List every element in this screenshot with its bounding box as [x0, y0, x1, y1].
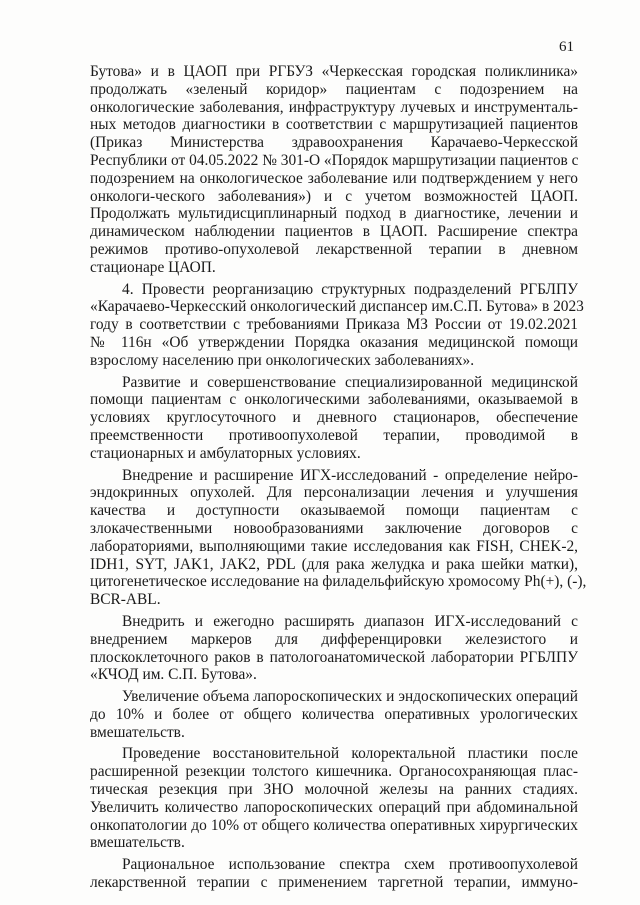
paragraph — [90, 280, 584, 370]
text-line: внедрением маркеров для дифференцировки железистого и — [90, 630, 578, 648]
text-line: стационаре ЦАОП. — [90, 258, 216, 276]
text-line: Бутова» и в ЦАОП при РГБУЗ «Черкесская городская поликлиника» — [90, 63, 578, 80]
text-line: качества и доступности оказываемой помощи пациентам с — [90, 502, 578, 520]
text-line: плоскоклеточного раков в патологоанатомической лаборатории РГБЛПУ — [90, 648, 578, 666]
text-line: стационарных и амбулаторных условиях. — [90, 444, 361, 462]
text-line: Республики от 04.05.2022 № 301-О «Порядок маршрутизации пациентов с — [90, 151, 579, 169]
text-line: Продолжать мультидисциплинарный подход в диагностике, лечении и — [90, 205, 578, 223]
text-line: динамическом наблюдении пациентов в ЦАОП. Расширение спектра — [90, 223, 578, 241]
text-line: (Приказ Министерства здравоохранения Карачаево-Черкесской — [90, 134, 578, 152]
text-line: Рациональное использование спектра схем противоопухолевой — [122, 856, 578, 874]
text-line: злокачественными новообразованиями заключение договоров с — [90, 519, 578, 537]
text-line: IDH1, SYT, JAK1, JAK2, PDL (для рака желудка и рака шейки матки), — [90, 555, 578, 573]
text-line: «Карачаево-Черкесский онкологический диспансер им.С.П. Бутова» в 2023 — [90, 298, 584, 316]
text-line: Внедрение и расширение ИГХ-исследований - определение нейро- — [122, 466, 578, 484]
text-line: ных методов диагностики в соответствии с маршрутизацией пациентов — [90, 116, 578, 134]
text-line: онкопатологии до 10% от общего количества оперативных хирургических — [90, 816, 578, 834]
document-body — [90, 63, 587, 896]
text-line: расширенной резекции толстого кишечника. Органосохраняющая плас- — [90, 763, 578, 781]
text-line: продолжать «зеленый коридор» пациентам с подозрением на — [90, 80, 578, 98]
paragraph — [90, 856, 578, 892]
paragraph — [90, 466, 587, 609]
text-line: тическая резекция при ЗНО молочной железы на ранних стадиях. — [90, 781, 578, 799]
text-line: до 10% и более от общего количества оперативных урологических — [90, 705, 578, 723]
text-line: режимов противо-опухолевой лекарственной терапии в дневном — [90, 240, 578, 258]
text-line: 4. Провести реорганизацию структурных подразделений РГБЛПУ — [122, 280, 578, 298]
paragraph — [90, 745, 578, 852]
text-line: вмешательств. — [90, 834, 185, 852]
text-line: онкологические заболевания, инфраструктуру лучевых и инструменталь- — [90, 98, 578, 116]
paragraph — [90, 374, 578, 463]
paragraph — [90, 613, 578, 684]
text-line: № 116н «Об утверждении Порядка оказания медицинской помощи — [90, 333, 578, 351]
text-line: преемственности противоопухолевой терапии, проводимой в — [90, 426, 578, 444]
paragraph — [90, 63, 578, 277]
text-line: Развитие и совершенствование специализированной медицинской — [122, 373, 578, 391]
text-line: Проведение восстановительной колоректальной пластики после — [122, 745, 578, 763]
text-line: цитогенетическое исследование на филадельфийскую хромосому Ph(+), (-), — [90, 573, 587, 591]
text-line: вмешательств. — [90, 723, 185, 741]
text-line: подозрением на онкологическое заболевание или подтверждением у него — [90, 169, 578, 187]
paragraph — [90, 688, 578, 741]
text-line: Увеличить количество лапороскопических операций при абдоминальной — [90, 798, 578, 816]
text-line: году в соответствии с требованиями Приказа МЗ России от 19.02.2021 — [90, 316, 578, 334]
text-line: взрослому населению при онкологических заболеваниях». — [90, 351, 475, 369]
text-line: Внедрить и ежегодно расширять диапазон ИГХ-исследований с — [122, 612, 578, 630]
text-line: эндокринных опухолей. Для персонализации лечения и улучшения — [90, 484, 578, 502]
text-line: лабораториями, выполняющими такие исследования как FISH, CHEK-2, — [90, 537, 578, 555]
text-line: Увеличение объема лапороскопических и эндоскопических операций — [122, 688, 578, 706]
text-line: условиях круглосуточного и дневного стационаров, обеспечение — [90, 409, 578, 427]
text-line: помощи пациентам с онкологическими заболеваниями, оказываемой в — [90, 391, 578, 409]
text-line: «КЧОД им. С.П. Бутова». — [90, 666, 257, 684]
text-line: BCR-ABL. — [90, 591, 161, 609]
page-number: 61 — [559, 39, 574, 55]
text-line: онкологи-ческого заболевания») и с учетом возможностей ЦАОП. — [90, 187, 578, 205]
text-line: лекарственной терапии с применением таргетной терапии, иммуно- — [90, 874, 578, 892]
